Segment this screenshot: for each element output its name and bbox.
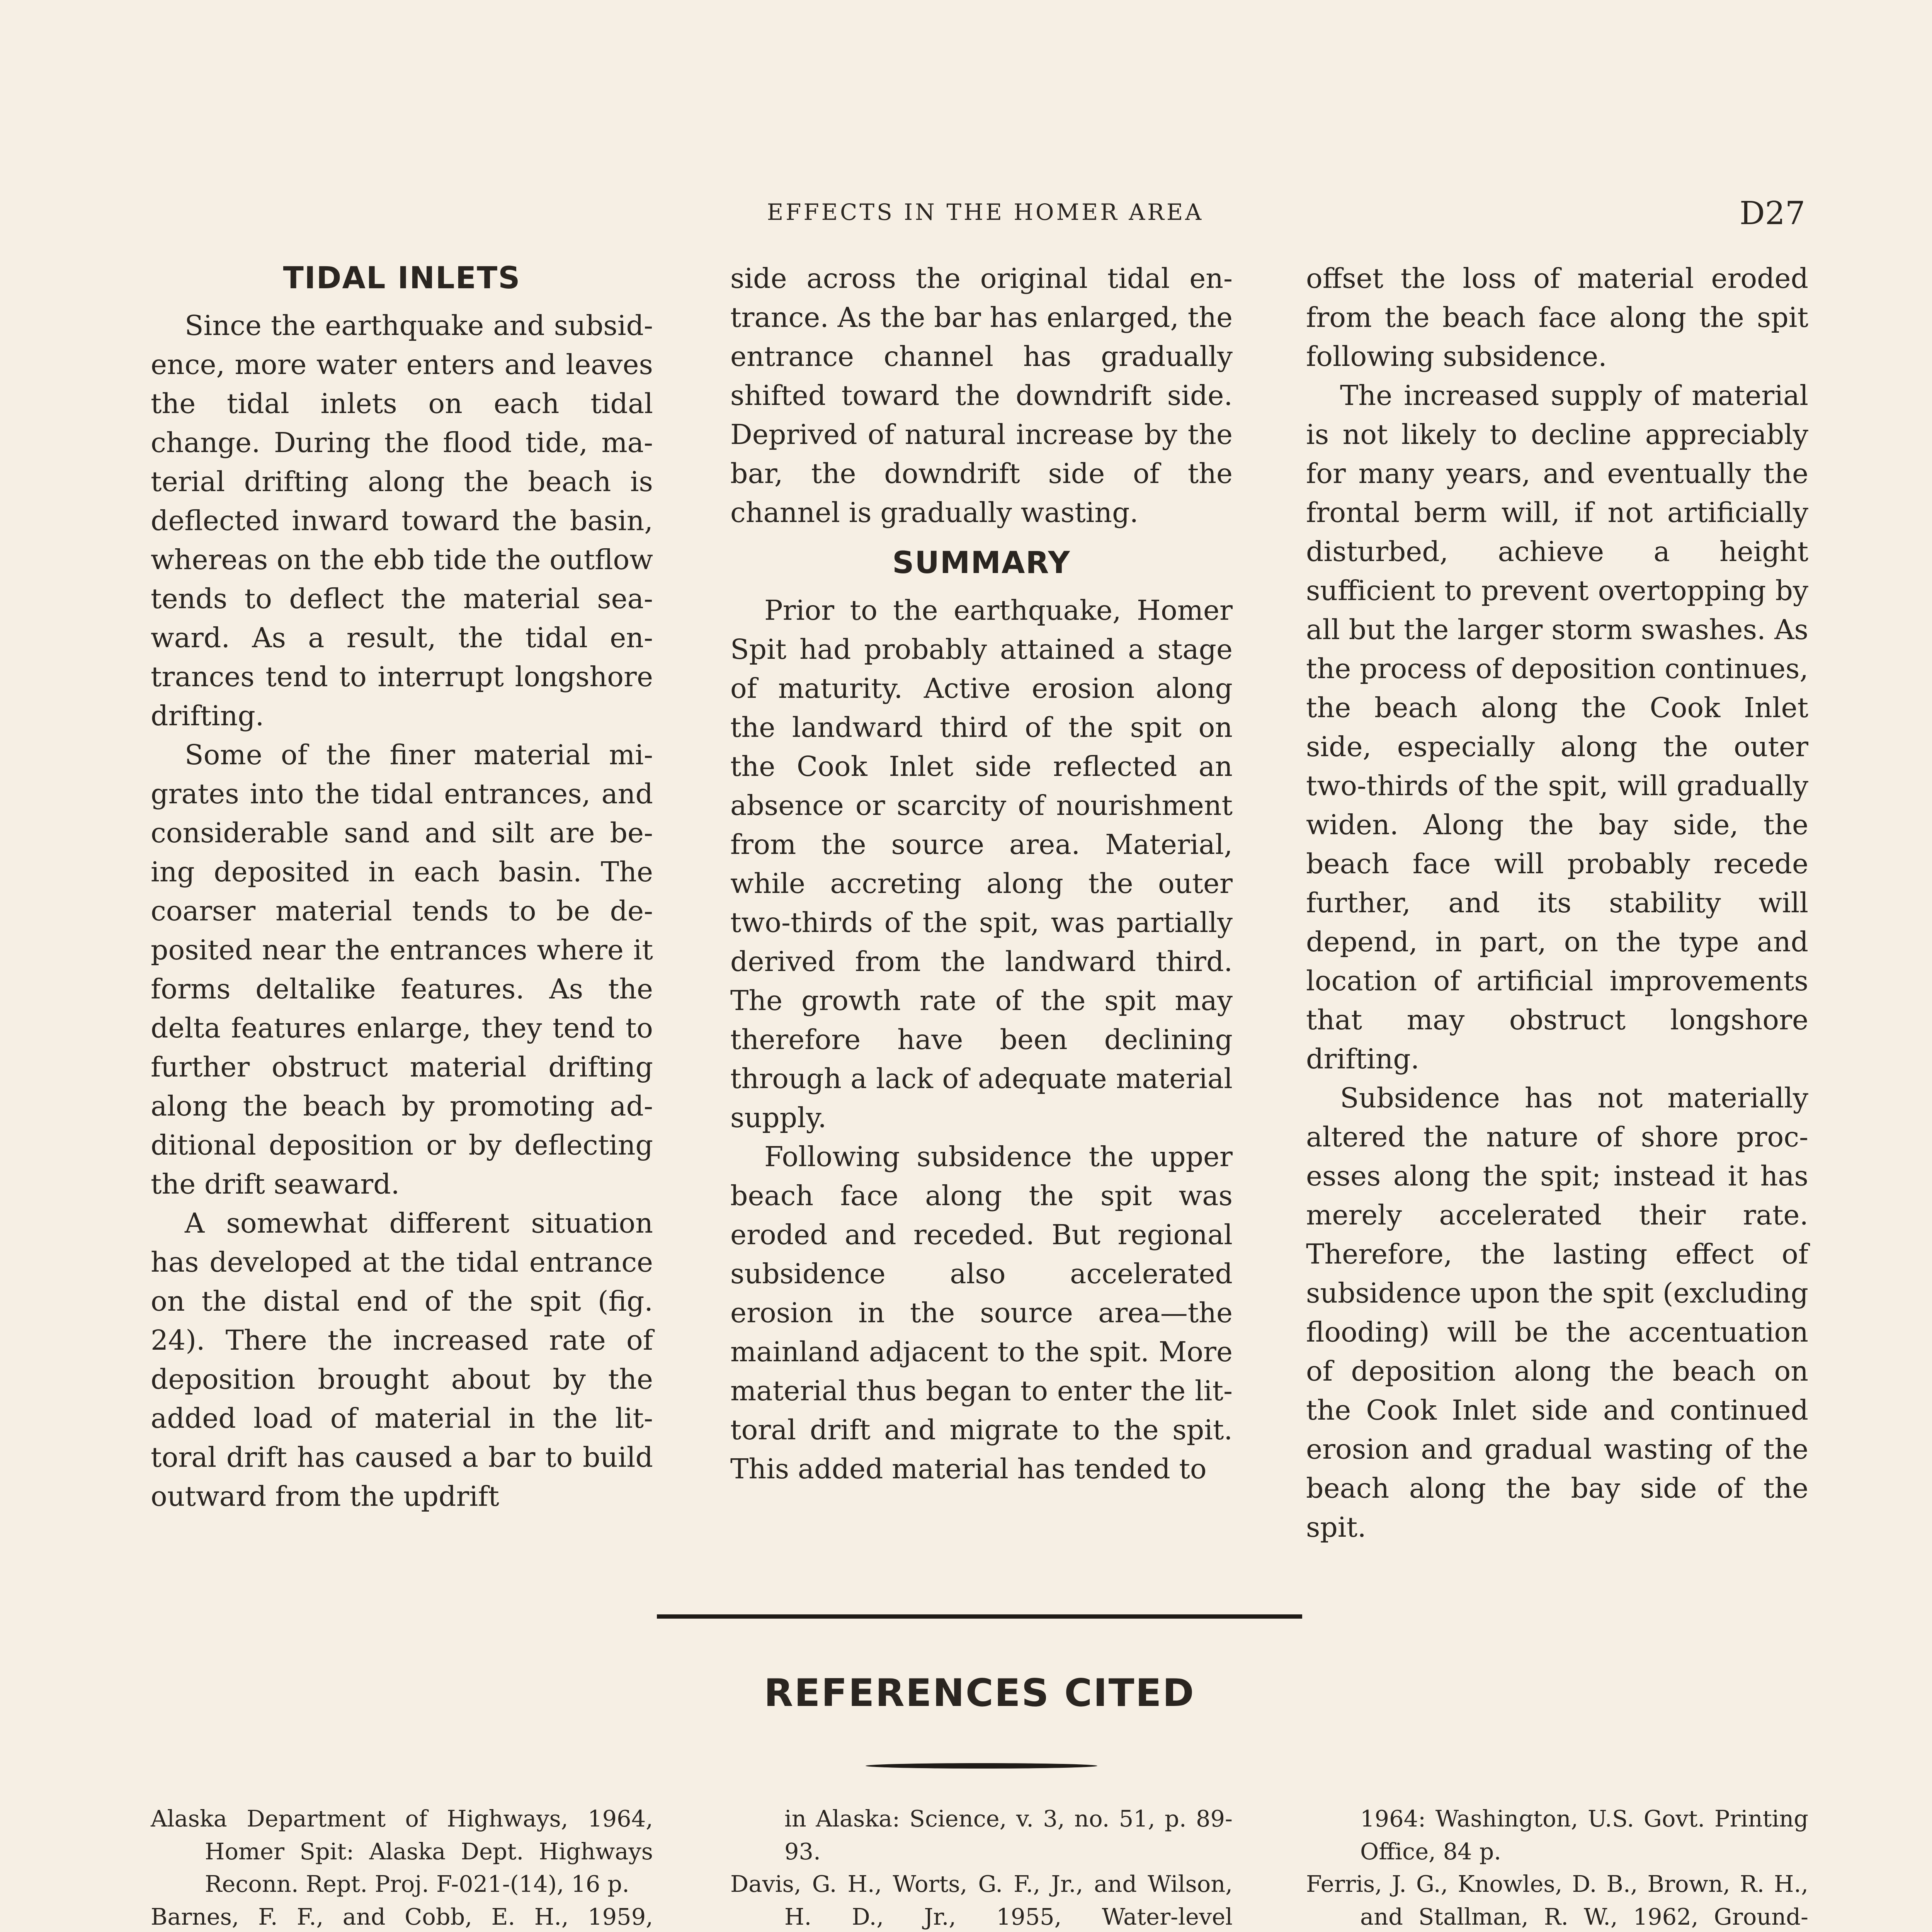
paragraph-continued: side across the original tidal entrance. As the bar has enlarged, the entrance channel has gradually shifted toward the downdrift side. Deprived of natural increase by the bar, the downdrift side of the channel is gradually wasting. <box>730 262 1233 529</box>
paragraph: A somewhat different situation has developed at the tidal entrance on the distal end of the spit (fig. 24). There the increased rate of deposition brought about by the added load of material in the littoral drift has caused a bar to build outward from the updrift <box>151 1207 653 1512</box>
references-column-1 <box>151 1803 653 1932</box>
paragraph: Prior to the earthquake, Homer Spit had probably attained a stage of maturity. Active erosion along the landward third of the spit on the Cook Inlet side reflected an absence or scarcity of nourishment from the source area. Material, while accreting along the outer two-thirds of the spit, was partially derived from the landward third. The growth rate of the spit may therefore have been declining through a lack of adequate material supply. <box>730 594 1233 1134</box>
reference-entry: Davis, G. H., Worts, G. F., Jr., and Wilson, H. D., Jr., 1955, Water-level <box>730 1871 1233 1930</box>
text-column-2 <box>730 259 1233 1488</box>
reference-entry: Alaska Department of Highways, 1964, Homer Spit: Alaska Dept. Highways Reconn. Rept. Proj. F-021-(14), 16 p. <box>151 1805 653 1897</box>
page-number: D27 <box>1739 195 1805 232</box>
running-head <box>0 195 1932 230</box>
paragraph: Following subsidence the upper beach face along the spit was eroded and receded. But regional subsidence also accelerated erosion in the source area—the mainland adjacent to the spit. More material thus began to enter the littoral drift and migrate to the spit. This added material has tended to <box>730 1141 1233 1485</box>
paragraph: The increased supply of material is not likely to decline appreciably for many years, and eventually the frontal berm will, if not artificially disturbed, achieve a height sufficient to prevent overtopping by all but the larger storm swashes. As the process of deposition continues, the beach along the Cook Inlet side, especially along the outer two-thirds of the spit, will gradually widen. Along the bay side, the beach face will probably recede further, and its stability will depend, in part, on the type and location of artificial improvements that may obstruct longshore drifting. <box>1306 379 1808 1075</box>
heading-underline-rule <box>866 1763 1097 1769</box>
section-divider-rule <box>657 1614 1302 1619</box>
text-column-3 <box>1306 259 1808 1547</box>
references-column-2 <box>730 1803 1233 1932</box>
section-heading-summary: SUMMARY <box>892 546 1071 580</box>
running-title: EFFECTS IN THE HOMER AREA <box>767 199 1204 225</box>
reference-entry: Ferris, J. G., Knowles, D. B., Brown, R. H., and Stallman, R. W., 1962, Ground- <box>1306 1871 1808 1930</box>
reference-entry-continued: 1964: Washington, U.S. Govt. Printing Office, 84 p. <box>1360 1805 1808 1865</box>
reference-entry-continued: in Alaska: Science, v. 3, no. 51, p. 89-93. <box>784 1805 1233 1865</box>
reference-entry: Barnes, F. F., and Cobb, E. H., 1959, <box>151 1903 653 1930</box>
paragraph: Since the earthquake and subsidence, more water enters and leaves the tidal inlets on each tidal change. During the flood tide, material drifting along the beach is deflected inward toward the basin, whereas on the ebb tide the outflow tends to deflect the material seaward. As a result, the tidal entrances tend to interrupt longshore drifting. <box>151 310 653 732</box>
paragraph: Subsidence has not materially altered the nature of shore processes along the spit; instead it has merely accelerated their rate. Therefore, the lasting effect of subsidence upon the spit (excluding flooding) will be the accentuation of deposition along the beach on the Cook Inlet side and continued erosion and gradual wasting of the beach along the bay side of the spit. <box>1306 1082 1808 1543</box>
text-column-1 <box>151 259 653 1516</box>
section-heading-tidal-inlets: TIDAL INLETS <box>283 261 521 296</box>
paragraph-continued: offset the loss of material eroded from the beach face along the spit following subsidence. <box>1306 262 1808 372</box>
paragraph: Some of the finer material migrates into the tidal entrances, and considerable sand and silt are being deposited in each basin. The coarser material tends to be deposited near the entrances where it forms deltalike features. As the delta features enlarge, they tend to further obstruct material drifting along the beach by promoting additional deposition or by deflecting the drift seaward. <box>151 739 653 1200</box>
references-column-3 <box>1306 1803 1808 1932</box>
references-heading: REFERENCES CITED <box>764 1671 1195 1715</box>
